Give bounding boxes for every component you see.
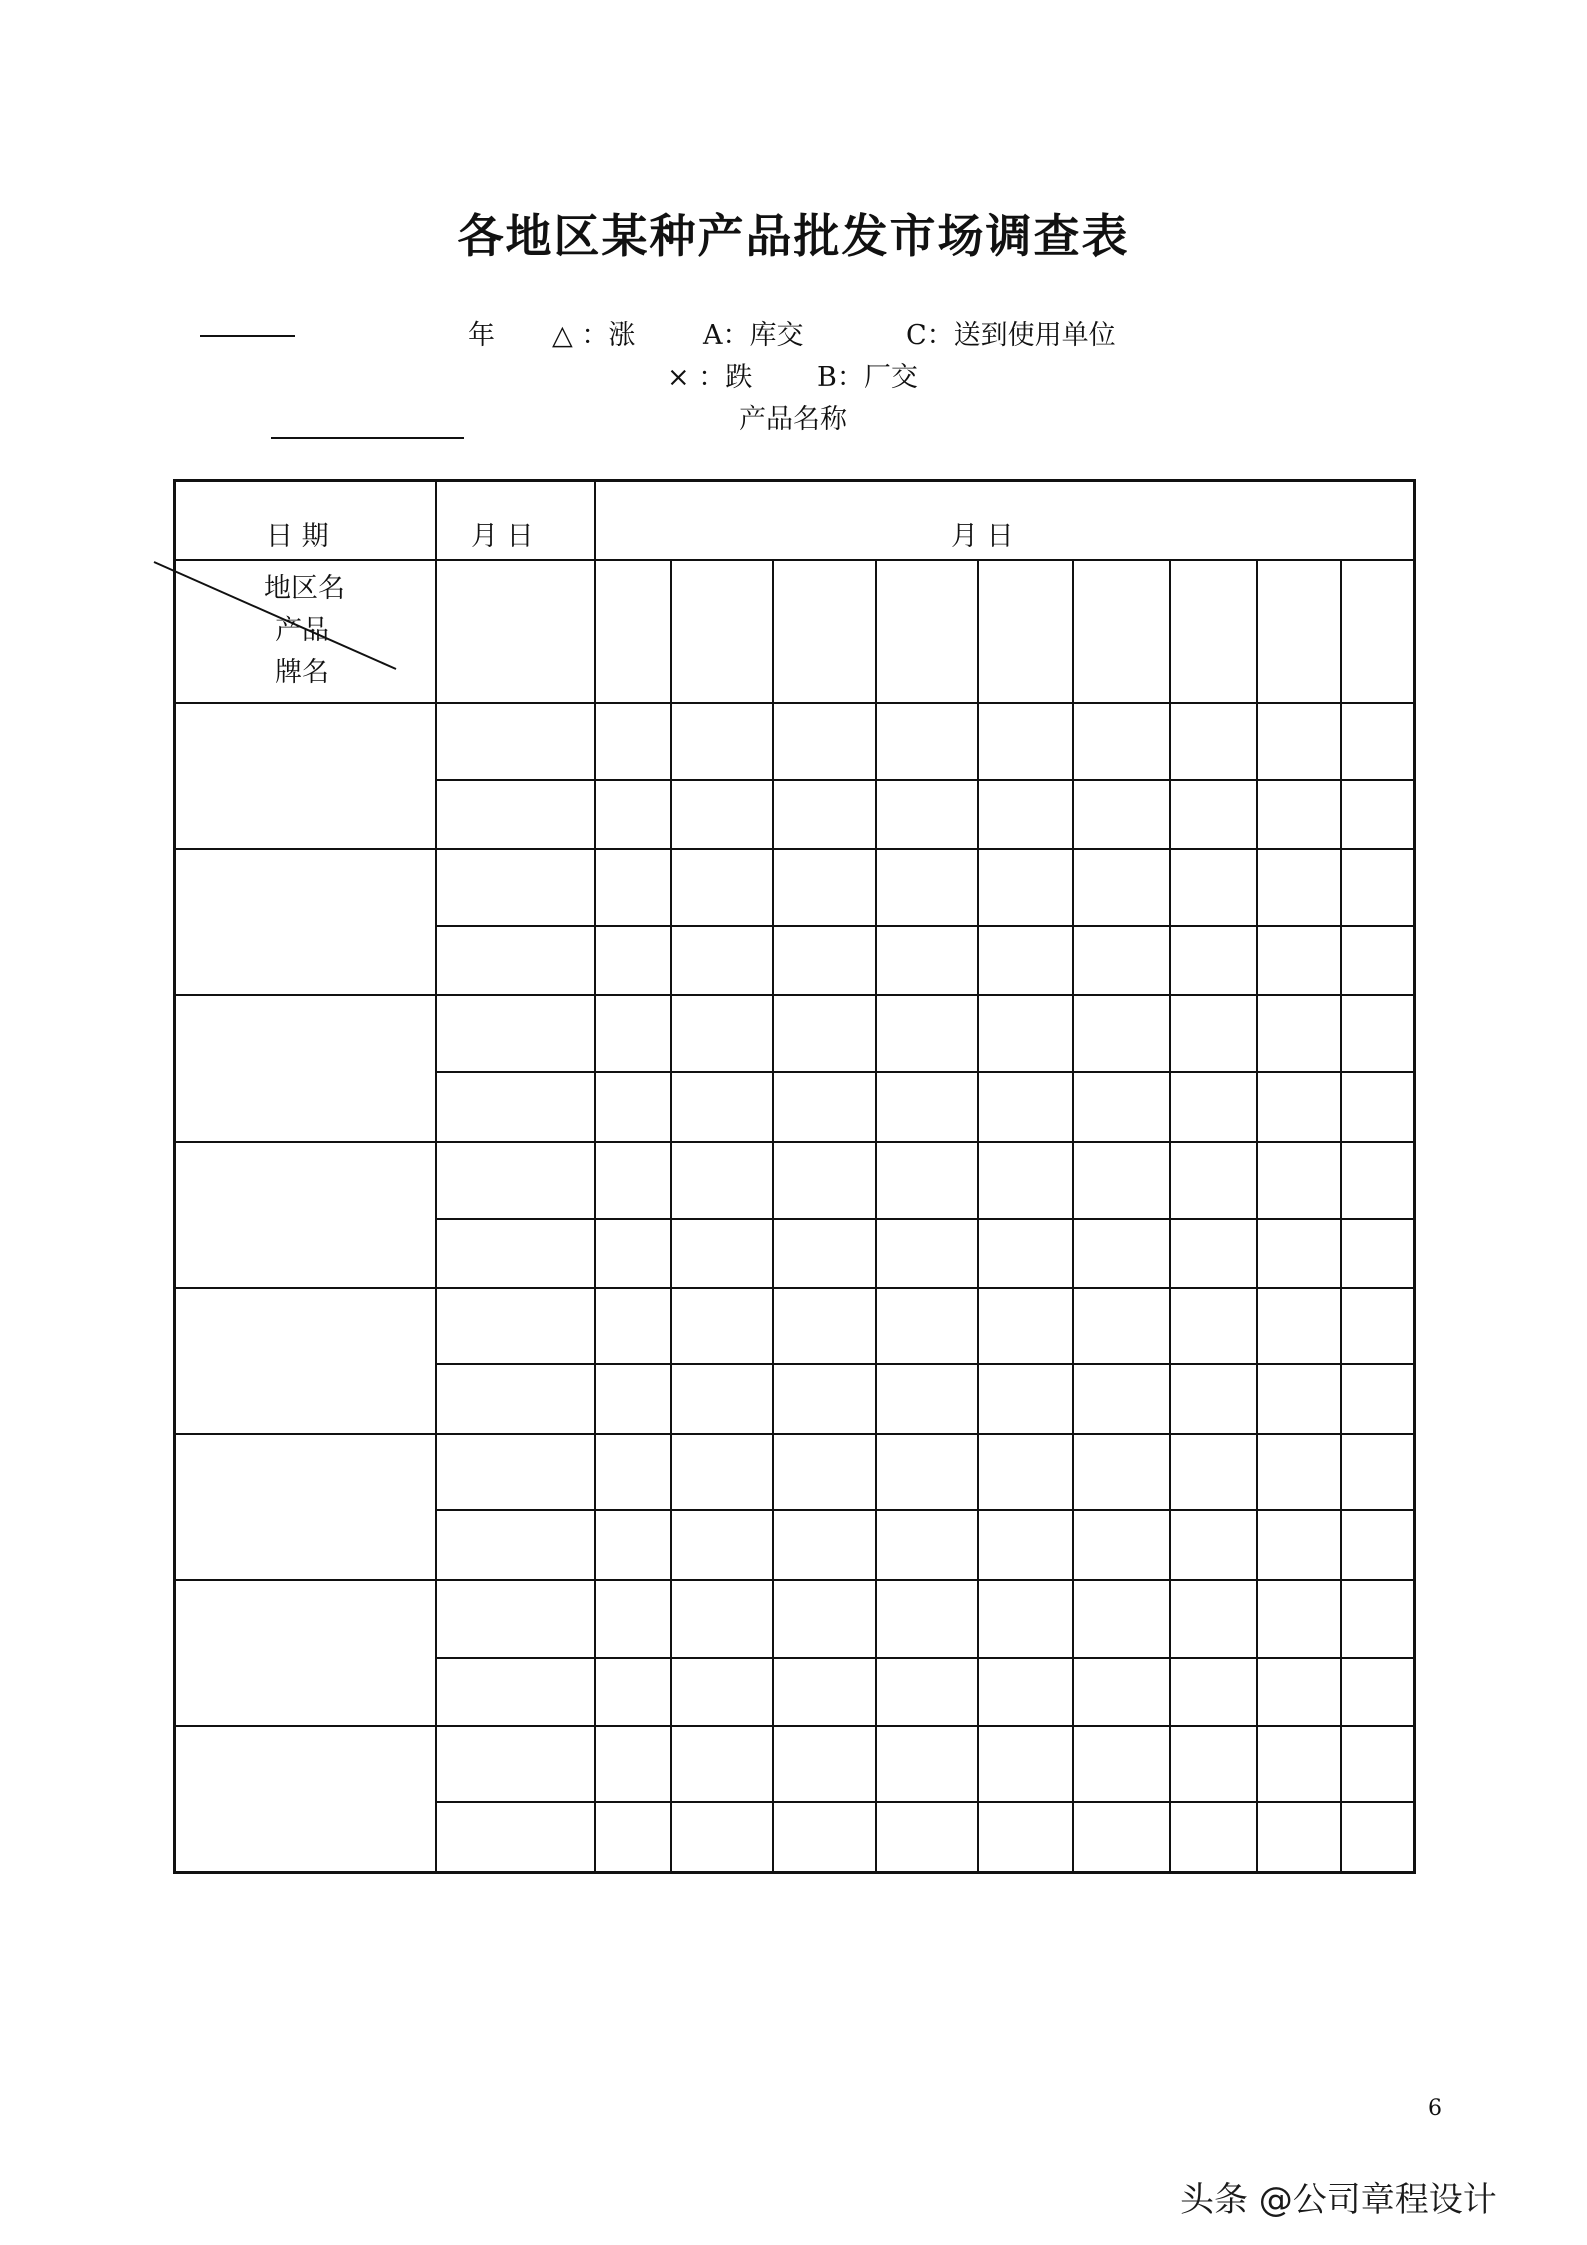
rise-legend: △ ：涨 [552, 320, 636, 351]
fall-legend: × ：跌 [667, 362, 753, 393]
diagonal-header-brand: 牌名 [275, 657, 329, 688]
diagonal-header-product: 产品 [275, 615, 329, 646]
first-date-header: 月 日 [471, 521, 534, 552]
year-label: 年 [468, 320, 495, 351]
c-legend: C：送到使用单位 [906, 320, 1116, 351]
b-legend: B：厂交 [817, 362, 918, 393]
product-name-label: 产品名称 [739, 404, 847, 435]
document-title: 各地区某种产品批发市场调查表 [457, 209, 1130, 263]
diagonal-header-region: 地区名 [264, 573, 345, 604]
date-header: 日 期 [266, 521, 329, 552]
watermark: 头条 @公司章程设计 [1180, 2180, 1497, 2220]
page-number: 6 [1428, 2096, 1442, 2121]
span-date-header: 月 日 [951, 521, 1014, 552]
a-legend: A：库交 [703, 320, 804, 351]
